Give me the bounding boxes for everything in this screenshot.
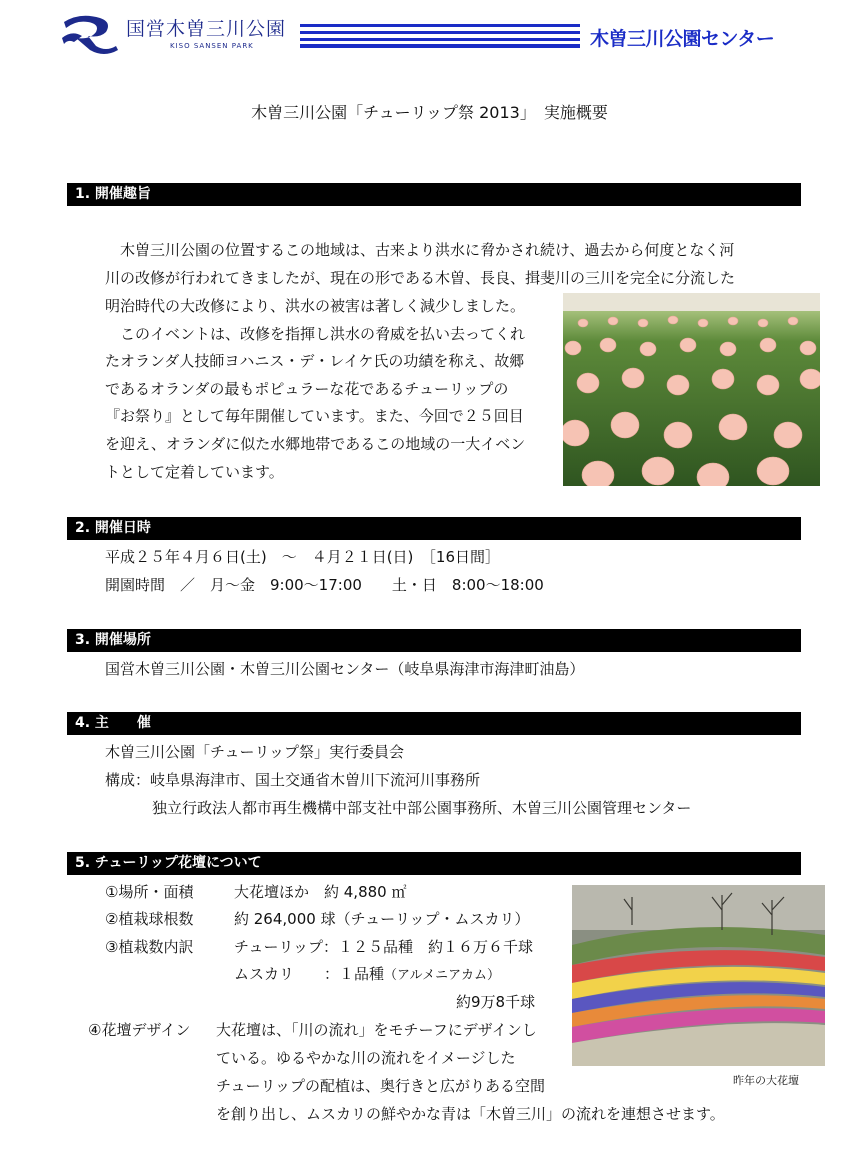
photo-caption: 昨年の大花壇	[733, 1074, 799, 1087]
muscari-count: 約9万8千球	[456, 993, 536, 1011]
purpose-line: 『お祭り』として毎年開催しています。また、今回で２５回目	[105, 407, 524, 425]
purpose-line: このイベントは、改修を指揮し洪水の脅威を払い去ってくれ	[105, 325, 526, 343]
section-heading-venue: 3. 開催場所	[67, 629, 801, 652]
section-heading-date: 2. 開催日時	[67, 517, 801, 540]
purpose-line: であるオランダの最もポピュラーな花であるチューリップの	[105, 380, 509, 398]
organizer-members: 構成：岐阜県海津市、国土交通省木曽川下流河川事務所	[105, 771, 481, 789]
page-header	[0, 0, 859, 70]
purpose-line: 明治時代の大改修により、洪水の被害は著しく減少しました。	[105, 297, 526, 315]
section-heading-organizer: 4. 主 催	[67, 712, 801, 735]
design-line: チューリップの配植は、奥行きと広がりある空間	[216, 1077, 545, 1095]
document-title: 木曽三川公園「チューリップ祭 2013」 実施概要	[251, 103, 608, 122]
area-label: ①場所・面積	[105, 883, 194, 901]
design-line: を創り出し、ムスカリの鮮やかな青は「木曽三川」の流れを連想させます。	[216, 1105, 725, 1123]
tulip-photo	[563, 293, 820, 486]
purpose-line: たオランダ人技師ヨハニス・デ・レイケ氏の功績を称え、故郷	[105, 352, 525, 370]
design-label: ④花壇デザイン	[88, 1021, 191, 1039]
header-stripes	[300, 24, 580, 50]
purpose-line: 川の改修が行われてきましたが、現在の形である木曽、長良、揖斐川の三川を完全に分流した	[105, 269, 736, 287]
breakdown-label: ③植栽数内訳	[105, 938, 194, 956]
venue-text: 国営木曽三川公園・木曽三川公園センター（岐阜県海津市海津町油島）	[105, 660, 585, 678]
area-value: 大花壇ほか 約 4,880 ㎡	[234, 883, 407, 901]
design-line: 大花壇は、「川の流れ」をモチーフにデザインし	[216, 1021, 537, 1039]
flowerbed-photo	[572, 885, 825, 1066]
muscari-type: ムスカリ ：１品種（アルメニアカム）	[234, 965, 500, 983]
organizer-name: 木曽三川公園「チューリップ祭」実行委員会	[105, 743, 404, 761]
opening-hours: 開園時間 ／ 月～金 9:00～17:00 土・日 8:00～18:00	[105, 576, 544, 594]
event-date: 平成２５年４月６日(土) ～ ４月２１日(日) ［16日間］	[105, 548, 500, 566]
purpose-line: を迎え、オランダに似た水郷地帯であるこの地域の一大イベン	[105, 435, 526, 453]
logo-text: 国営木曽三川公園	[126, 18, 287, 40]
center-name: 木曽三川公園センター	[590, 28, 775, 50]
logo-subtext: KISO SANSEN PARK	[170, 42, 254, 50]
organizer-members: 独立行政法人都市再生機構中部支社中部公園事務所、木曽三川公園管理センター	[152, 799, 692, 817]
purpose-line: 木曽三川公園の位置するこの地域は、古来より洪水に脅かされ続け、過去から何度となく河	[105, 241, 735, 259]
section-heading-flowerbed: 5. チューリップ花壇について	[67, 852, 801, 875]
tulip-count: チューリップ：１２５品種 約１６万６千球	[234, 938, 533, 956]
park-logo-icon	[60, 12, 120, 54]
purpose-line: トとして定着しています。	[105, 463, 284, 481]
bulbs-value: 約 264,000 球（チューリップ・ムスカリ）	[234, 910, 530, 928]
bulbs-label: ②植栽球根数	[105, 910, 194, 928]
design-line: ている。ゆるやかな川の流れをイメージした	[216, 1049, 516, 1067]
section-heading-purpose: 1. 開催趣旨	[67, 183, 801, 206]
